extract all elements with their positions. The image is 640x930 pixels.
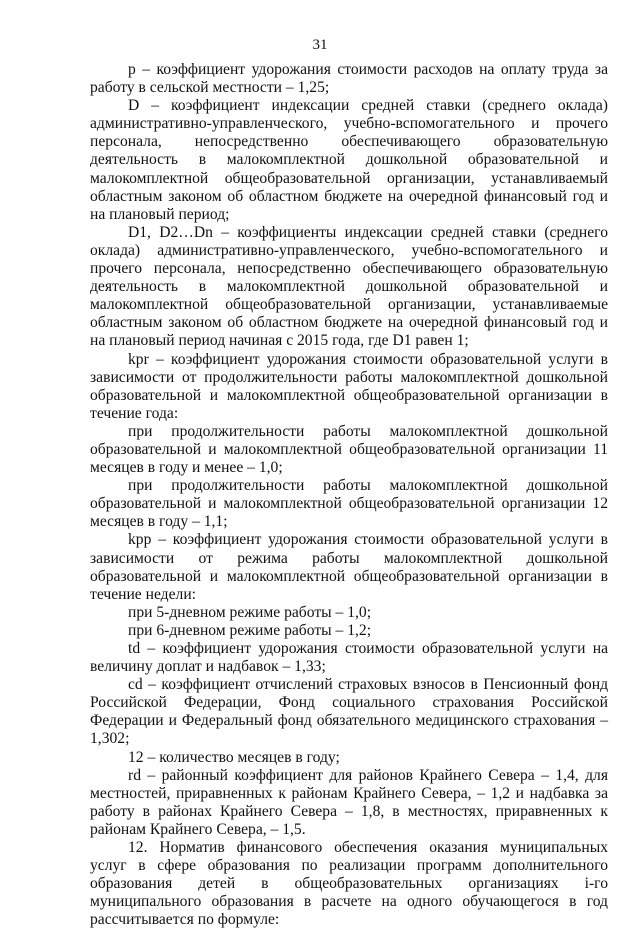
paragraph-months-in-year: 12 – количество месяцев в году;: [128, 748, 340, 766]
page-number: 31: [312, 37, 328, 53]
document-body: [90, 61, 608, 930]
paragraph-coef-rd: rd – районный коэффициент для районов Крайнего Севера – 1,4, для местностей, приравненных к районам Крайнего Севера, – 1,2 и надбавка за работу в районах Крайнего Севера – 1,8, в местностях, приравненных к районам Крайнего Севера, – 1,5.: [90, 766, 608, 838]
paragraph-coef-d1-dn: D1, D2…Dn – коэффициенты индексации средней ставки (среднего оклада) административно-управленческого, учебно-вспомогательного и прочего персонала, непосредственно обеспечивающего образовательную деятельность в малокомплектной дошкольной образовательной и малокомплектной общеобразовательной организации, устанавливаемые областным законом об областном бюджете на очередной финансовый год и на плановый период начиная с 2015 года, где D1 равен 1;: [90, 223, 608, 350]
paragraph-coef-p: р – коэффициент удорожания стоимости расходов на оплату труда за работу в сельской местности – 1,25;: [90, 61, 608, 97]
paragraph-kpp-5-day: при 5-дневном режиме работы – 1,0;: [128, 603, 372, 621]
paragraph-coef-kpr: kpr – коэффициент удорожания стоимости образовательной услуги в зависимости от продолжительности работы малокомплектной дошкольной образовательной и малокомплектной общеобразовательной организации в течение года:: [90, 350, 608, 422]
paragraph-kpr-11-months: при продолжительности работы малокомплектной дошкольной образовательной и малокомплектной общеобразовательной организации 11 месяцев в году и менее – 1,0;: [90, 422, 608, 477]
paragraph-section-12: 12. Норматив финансового обеспечения оказания муниципальных услуг в сфере образования по реализации программ дополнительного образования детей в общеобразовательных организациях i-го муниципального образования в расчете на одного обучающегося в год рассчитывается по формуле:: [90, 839, 608, 929]
paragraph-coef-td: td – коэффициент удорожания стоимости образовательной услуги на величину доплат и надбавок – 1,33;: [90, 640, 608, 676]
paragraph-coef-d: D – коэффициент индексации средней ставки (среднего оклада) административно-управленческого, учебно-вспомогательного и прочего персонала, непосредственно обеспечивающего образовательную деятельность в малокомплектной дошкольной образовательной и малокомплектной общеобразовательной организации, устанавливаемый областным законом об областном бюджете на очередной финансовый год и на плановый период;: [90, 97, 608, 223]
paragraph-coef-cd: cd – коэффициент отчислений страховых взносов в Пенсионный фонд Российской Федерации, Фонд социального страхования Российской Федерации и Федеральный фонд обязательного медицинского страхования – 1,302;: [90, 676, 608, 748]
paragraph-coef-kpp: kpp – коэффициент удорожания стоимости образовательной услуги в зависимости от режима работы малокомплектной дошкольной образовательной и малокомплектной общеобразовательной организации в течение недели:: [90, 531, 608, 603]
paragraph-kpr-12-months: при продолжительности работы малокомплектной дошкольной образовательной и малокомплектной общеобразовательной организации 12 месяцев в году – 1,1;: [90, 477, 608, 531]
paragraph-kpp-6-day: при 6-дневном режиме работы – 1,2;: [128, 621, 372, 639]
